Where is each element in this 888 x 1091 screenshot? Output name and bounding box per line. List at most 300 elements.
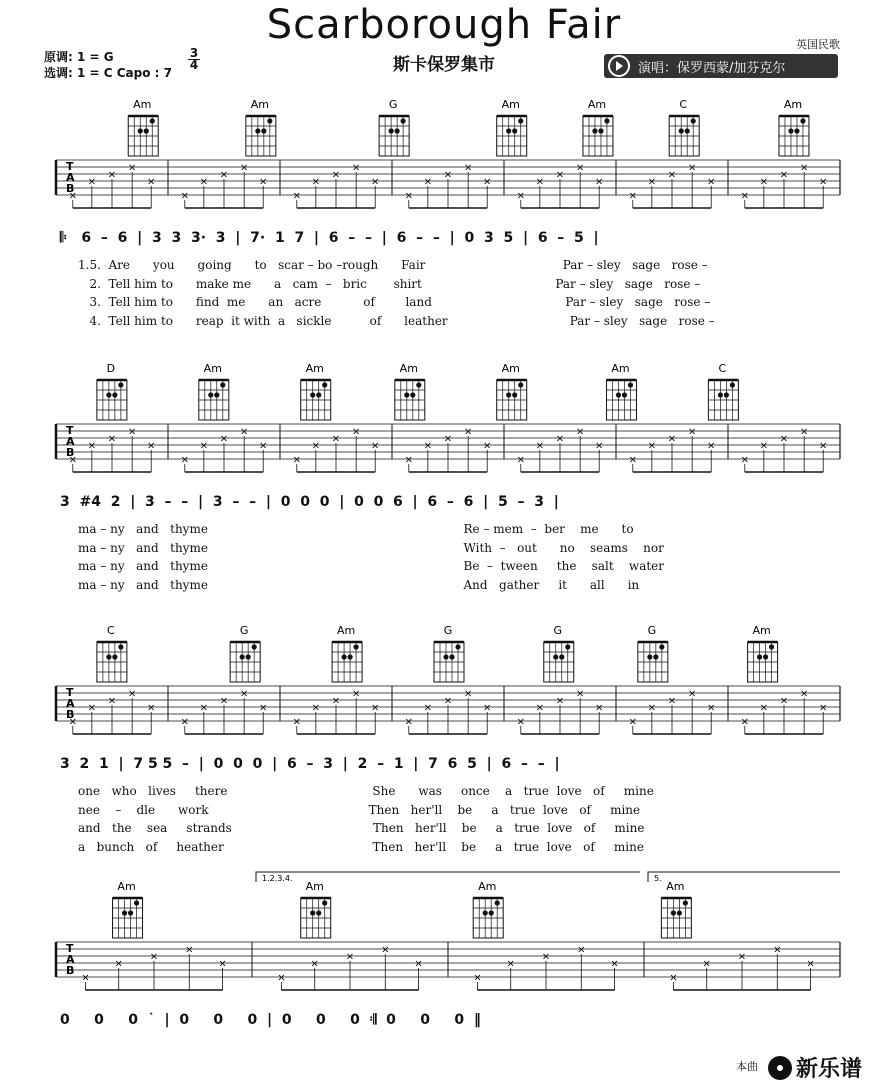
tab-mark: × [575, 688, 585, 700]
chord-diagram-am [497, 98, 527, 156]
tab-mark: × [463, 426, 473, 438]
chord-name: Am [478, 880, 497, 893]
finger-dot [310, 910, 315, 915]
tab-mark: × [506, 958, 515, 970]
chord-name: Am [587, 98, 607, 111]
chord-diagram-am [246, 98, 276, 156]
tab-mark: × [180, 716, 189, 728]
chord-name: Am [783, 98, 803, 111]
tab-mark: × [575, 426, 585, 438]
tab-mark: × [310, 958, 319, 970]
finger-dot [757, 654, 762, 659]
finger-dot [495, 900, 500, 905]
chord-name: G [553, 624, 563, 637]
tab-mark: × [219, 433, 229, 445]
volta-label-2: 5. [654, 874, 662, 883]
tab-mark: × [759, 440, 769, 452]
finger-dot [347, 654, 352, 659]
chord-diagram-g [638, 624, 668, 682]
tab-mark: × [259, 176, 268, 188]
tab-mark: × [351, 426, 361, 438]
lyric-line: ma – ny and thyme With – out no seams nor [78, 540, 664, 555]
chord-diagram-am [199, 362, 229, 420]
tab-mark: × [331, 433, 341, 445]
lyric-line: ma – ny and thyme And gather it all in [78, 577, 640, 592]
tab-mark: × [423, 702, 433, 714]
finger-dot [506, 392, 511, 397]
finger-dot [800, 118, 805, 123]
finger-dot [724, 392, 729, 397]
tab-mark: × [423, 176, 433, 188]
tab-mark: × [381, 944, 390, 956]
chord-name: Am [305, 880, 324, 893]
tab-mark: × [707, 440, 716, 452]
finger-dot [506, 128, 511, 133]
tab-staff [56, 160, 840, 208]
tab-mark: × [628, 190, 637, 202]
chord-name: C [679, 98, 688, 111]
finger-dot [255, 128, 260, 133]
finger-dot [118, 382, 123, 387]
tab-mark: × [127, 688, 137, 700]
tab-mark: × [740, 190, 749, 202]
finger-dot [410, 392, 415, 397]
tab-mark: × [87, 440, 97, 452]
chord-diagram-am [301, 880, 331, 938]
finger-dot [316, 910, 321, 915]
tab-mark: × [68, 190, 77, 202]
finger-dot [647, 654, 652, 659]
tab-mark: × [68, 454, 77, 466]
chord-diagram-am [779, 98, 809, 156]
tab-mark: × [371, 702, 380, 714]
footer-label: 本曲 [736, 1060, 758, 1073]
tab-mark: × [535, 702, 545, 714]
tab-mark: × [463, 688, 473, 700]
tab-letter: T [66, 686, 74, 699]
tab-mark: × [87, 702, 97, 714]
system-4 [56, 872, 840, 990]
chord-name: Am [399, 362, 418, 375]
finger-dot [628, 382, 633, 387]
finger-dot [322, 382, 327, 387]
tab-mark: × [351, 688, 361, 700]
tab-letter: A [66, 171, 75, 184]
finger-dot [252, 644, 257, 649]
tab-mark: × [331, 695, 341, 707]
tab-mark: × [667, 695, 677, 707]
tab-mark: × [199, 440, 209, 452]
finger-dot [214, 392, 219, 397]
tab-mark: × [127, 162, 137, 174]
finger-dot [144, 128, 149, 133]
finger-dot [122, 910, 127, 915]
tab-mark: × [799, 426, 809, 438]
finger-dot [679, 128, 684, 133]
tab-mark: × [740, 454, 749, 466]
tab-mark: × [759, 702, 769, 714]
tab-mark: × [669, 972, 678, 984]
tab-mark: × [667, 433, 677, 445]
tab-mark: × [773, 944, 782, 956]
finger-dot [443, 654, 448, 659]
finger-dot [763, 654, 768, 659]
tab-mark: × [555, 433, 565, 445]
tab-mark: × [759, 176, 769, 188]
lyric-line: 4. Tell him to reap it with a sickle of leather Par – sley sage rose – [78, 313, 715, 328]
tab-letter: B [66, 708, 75, 721]
finger-dot [769, 644, 774, 649]
chord-name: Am [752, 624, 771, 637]
tab-mark: × [259, 702, 268, 714]
finger-dot [730, 382, 735, 387]
lyric-line: a bunch of heather Then her'll be a true love of mine [78, 839, 644, 854]
finger-dot [565, 644, 570, 649]
finger-dot [598, 128, 603, 133]
tab-mark: × [595, 176, 604, 188]
finger-dot [106, 654, 111, 659]
lyric-line: 1.5. Are you going to scar – bo –rough Fair Par – sley sage rose – [78, 258, 708, 272]
finger-dot [118, 644, 123, 649]
tab-mark: × [404, 454, 413, 466]
finger-dot [240, 654, 245, 659]
finger-dot [316, 392, 321, 397]
chord-diagram-g [230, 624, 260, 682]
performer-label: 演唱：保罗西蒙/加芬克尔 [638, 60, 786, 76]
finger-dot [401, 118, 406, 123]
finger-dot [489, 910, 494, 915]
finger-dot [592, 128, 597, 133]
finger-dot [310, 392, 315, 397]
finger-dot [112, 392, 117, 397]
tab-mark: × [687, 162, 697, 174]
tab-mark: × [575, 162, 585, 174]
finger-dot [138, 128, 143, 133]
tab-mark: × [610, 958, 619, 970]
numbered-notation: 3 2 1 | 7 5 5 – | 0 0 0 | 6 – 3 | 2 – 1 | 7 6 5 | 6 – – | [60, 756, 560, 772]
tab-mark: × [516, 190, 525, 202]
chord-diagram-c [97, 624, 127, 682]
tab-mark: × [199, 702, 209, 714]
tab-mark: × [371, 176, 380, 188]
chord-diagram-am [748, 624, 778, 682]
brand-logo[interactable] [768, 1052, 862, 1083]
chord-diagram-am [113, 880, 143, 938]
finger-dot [128, 910, 133, 915]
tab-mark: × [414, 958, 423, 970]
tab-mark: × [819, 702, 828, 714]
tab-mark: × [577, 944, 586, 956]
tab-mark: × [535, 176, 545, 188]
finger-dot [677, 910, 682, 915]
finger-dot [512, 128, 517, 133]
tab-mark: × [541, 951, 551, 963]
tab-mark: × [819, 440, 828, 452]
finger-dot [659, 644, 664, 649]
tab-mark: × [737, 951, 747, 963]
tab-mark: × [404, 716, 413, 728]
tab-mark: × [199, 176, 209, 188]
finger-dot [616, 392, 621, 397]
system-3 [56, 624, 840, 734]
tab-letter: A [66, 697, 75, 710]
tab-mark: × [292, 190, 301, 202]
finger-dot [220, 382, 225, 387]
finger-dot [691, 118, 696, 123]
finger-dot [267, 118, 272, 123]
tab-mark: × [149, 951, 159, 963]
numbered-notation: 3 #4 2 | 3 – – | 3 – – | 0 0 0 | 0 0 6 | 6 – 6 | 5 – 3 | [60, 494, 559, 510]
tab-mark: × [147, 176, 156, 188]
chord-name: G [388, 98, 398, 111]
chord-name: C [718, 362, 727, 375]
tab-mark: × [555, 695, 565, 707]
chord-diagram-d [97, 362, 127, 420]
chord-diagram-am [583, 98, 613, 156]
tab-mark: × [483, 176, 492, 188]
chord-name: G [647, 624, 657, 637]
song-title: Scarborough Fair [266, 2, 622, 48]
tab-mark: × [819, 176, 828, 188]
finger-dot [404, 392, 409, 397]
tab-mark: × [483, 702, 492, 714]
finger-dot [622, 392, 627, 397]
finger-dot [106, 392, 111, 397]
lyric-line: 3. Tell him to find me an acre of land Par – sley sage rose – [78, 295, 711, 309]
numbered-notation: 0 0 0 ˙ | 0 0 0 | 0 0 0 𝄇 0 0 0 ‖ [60, 1012, 481, 1028]
tab-letter: T [66, 424, 74, 437]
chord-name: Am [611, 362, 630, 375]
tab-mark: × [443, 695, 453, 707]
tab-letter: B [66, 446, 75, 459]
tab-mark: × [463, 162, 473, 174]
tab-mark: × [292, 716, 301, 728]
tab-mark: × [799, 162, 809, 174]
finger-dot [455, 644, 460, 649]
chord-diagram-am [497, 362, 527, 420]
finger-dot [483, 910, 488, 915]
finger-dot [112, 654, 117, 659]
finger-dot [518, 118, 523, 123]
tab-mark: × [799, 688, 809, 700]
finger-dot [788, 128, 793, 133]
chord-diagram-am [661, 880, 691, 938]
tab-staff [56, 424, 840, 472]
volta-label-1: 1.2.3.4. [262, 874, 293, 883]
lyric-line: 2. Tell him to make me a cam – bric shirt Par – sley sage rose – [78, 276, 701, 291]
tab-staff [56, 686, 840, 734]
finger-dot [553, 654, 558, 659]
tab-mark: × [647, 176, 657, 188]
chord-diagram-g [544, 624, 574, 682]
tab-mark: × [107, 695, 117, 707]
chord-name: Am [203, 362, 222, 375]
finger-dot [683, 900, 688, 905]
tab-mark: × [180, 190, 189, 202]
finger-dot [416, 382, 421, 387]
lyric-line: one who lives there She was once a true love of mine [78, 784, 654, 798]
tab-mark: × [687, 426, 697, 438]
record-icon [768, 1056, 792, 1080]
tab-mark: × [779, 695, 789, 707]
tab-mark: × [740, 716, 749, 728]
lyric-line: and the sea strands Then her'll be a true love of mine [78, 821, 645, 835]
chord-name: Am [117, 880, 136, 893]
tab-mark: × [259, 440, 268, 452]
chord-name: Am [666, 880, 685, 893]
tab-mark: × [628, 454, 637, 466]
tab-letter: A [66, 953, 75, 966]
system-2 [56, 362, 840, 472]
finger-dot [395, 128, 400, 133]
tab-mark: × [68, 716, 77, 728]
tab-mark: × [806, 958, 815, 970]
chord-diagram-am [301, 362, 331, 420]
tab-mark: × [107, 169, 117, 181]
tab-mark: × [311, 702, 321, 714]
lyric-line: ma – ny and thyme Re – mem – ber me to [78, 522, 634, 536]
tab-mark: × [239, 162, 249, 174]
tab-mark: × [535, 440, 545, 452]
chord-name: Am [336, 624, 356, 637]
finger-dot [512, 392, 517, 397]
chord-diagram-c [708, 362, 738, 420]
tab-letter: T [66, 942, 74, 955]
chord-diagram-am [395, 362, 425, 420]
finger-dot [685, 128, 690, 133]
tab-mark: × [81, 972, 90, 984]
tab-mark: × [185, 944, 194, 956]
chord-name: Am [305, 362, 324, 375]
tab-mark: × [516, 454, 525, 466]
tab-mark: × [667, 169, 677, 181]
finger-dot [671, 910, 676, 915]
finger-dot [604, 118, 609, 123]
tab-mark: × [483, 440, 492, 452]
tab-mark: × [595, 702, 604, 714]
time-sig-bottom: 4 [189, 58, 199, 72]
chosen-key: 选调: 1 = C Capo : 7 [44, 66, 172, 80]
tab-letter: T [66, 160, 74, 173]
tab-mark: × [702, 958, 711, 970]
finger-dot [653, 654, 658, 659]
lyric-line: ma – ny and thyme Be – tween the salt water [78, 559, 665, 573]
tab-mark: × [114, 958, 123, 970]
tab-mark: × [516, 716, 525, 728]
chord-diagram-am [606, 362, 636, 420]
chord-name: G [443, 624, 453, 637]
tab-mark: × [219, 695, 229, 707]
tab-mark: × [127, 426, 137, 438]
tab-mark: × [277, 972, 286, 984]
tab-mark: × [779, 433, 789, 445]
chord-name: D [106, 362, 116, 375]
brand-name: 新乐谱 [796, 1057, 863, 1082]
system-1 [56, 98, 840, 208]
original-key: 原调: 1 = G [44, 50, 114, 64]
tab-mark: × [331, 169, 341, 181]
finger-dot [134, 900, 139, 905]
tab-mark: × [647, 440, 657, 452]
tab-mark: × [87, 176, 97, 188]
numbered-notation: 𝄆 6 – 6 | 3 3 3· 3 | 7· 1 7 | 6 – – | 6 – – | 0 3 5 | 6 – 5 | [60, 230, 599, 246]
chord-diagram-am [332, 624, 362, 682]
tab-mark: × [147, 702, 156, 714]
finger-dot [341, 654, 346, 659]
tab-letter: B [66, 182, 75, 195]
tab-mark: × [423, 440, 433, 452]
tab-letter: A [66, 435, 75, 448]
finger-dot [353, 644, 358, 649]
finger-dot [718, 392, 723, 397]
tab-mark: × [351, 162, 361, 174]
tab-mark: × [555, 169, 565, 181]
tab-mark: × [345, 951, 355, 963]
tab-mark: × [239, 688, 249, 700]
tab-mark: × [473, 972, 482, 984]
tab-mark: × [707, 702, 716, 714]
tab-mark: × [239, 426, 249, 438]
tab-mark: × [404, 190, 413, 202]
finger-dot [518, 382, 523, 387]
finger-dot [389, 128, 394, 133]
finger-dot [559, 654, 564, 659]
tab-mark: × [292, 454, 301, 466]
tab-mark: × [707, 176, 716, 188]
chord-diagram-am [473, 880, 503, 938]
song-subtitle: 斯卡保罗集市 [393, 55, 495, 75]
tab-mark: × [371, 440, 380, 452]
time-sig-top: 3 [189, 46, 199, 60]
tab-mark: × [443, 169, 453, 181]
song-origin: 英国民歌 [796, 38, 840, 51]
tab-mark: × [180, 454, 189, 466]
chord-name: Am [250, 98, 269, 111]
chord-name: Am [133, 98, 152, 111]
tab-mark: × [219, 169, 229, 181]
tab-mark: × [147, 440, 156, 452]
finger-dot [261, 128, 266, 133]
chord-diagram-g [379, 98, 409, 156]
chord-name: C [107, 624, 115, 637]
finger-dot [449, 654, 454, 659]
tab-staff [56, 942, 840, 990]
tab-mark: × [779, 169, 789, 181]
chord-diagram-g [434, 624, 464, 682]
tab-mark: × [628, 716, 637, 728]
tab-mark: × [687, 688, 697, 700]
chord-name: Am [501, 362, 520, 375]
chord-name: G [239, 624, 249, 637]
finger-dot [322, 900, 327, 905]
chord-name: Am [501, 98, 520, 111]
tab-letter: B [66, 964, 75, 977]
lyric-line: nee – dle work Then her'll be a true love of mine [78, 802, 641, 817]
tab-mark: × [443, 433, 453, 445]
tab-mark: × [107, 433, 117, 445]
tab-mark: × [311, 440, 321, 452]
finger-dot [246, 654, 251, 659]
finger-dot [150, 118, 155, 123]
tab-mark: × [647, 702, 657, 714]
finger-dot [208, 392, 213, 397]
tab-mark: × [218, 958, 227, 970]
tab-mark: × [311, 176, 321, 188]
tab-mark: × [595, 440, 604, 452]
chord-diagram-am [128, 98, 158, 156]
finger-dot [794, 128, 799, 133]
chord-diagram-c [669, 98, 699, 156]
